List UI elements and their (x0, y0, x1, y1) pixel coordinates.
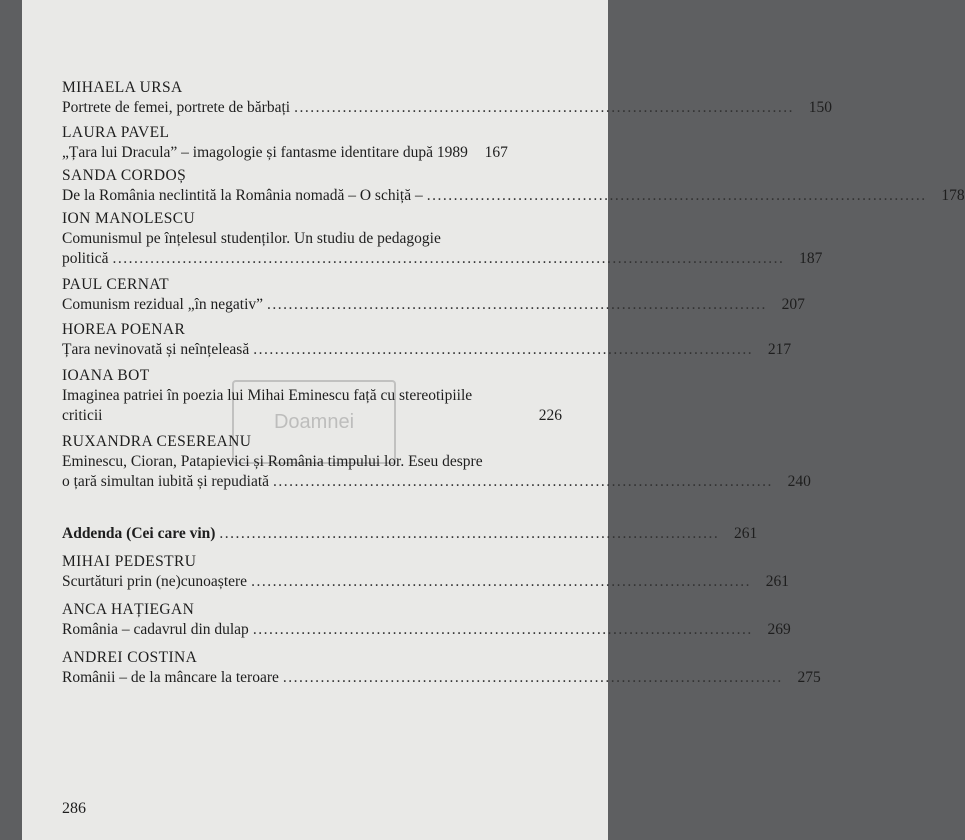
toc-title-cont: politică (62, 250, 109, 267)
toc-entry (62, 320, 792, 360)
toc-page: 275 (797, 669, 821, 686)
toc-line (62, 340, 792, 360)
toc-entry (62, 600, 791, 640)
toc-entry (62, 78, 832, 118)
toc-title: Portrete de femei, portrete de bărbați (62, 99, 291, 116)
toc-title: Scurtături prin (ne)cunoaștere (62, 573, 248, 590)
toc-line (62, 249, 823, 269)
toc-leader: ............................................................................................. (267, 296, 767, 313)
toc-page: 187 (799, 250, 823, 267)
toc-page: 167 (484, 144, 508, 161)
toc-line (62, 524, 758, 544)
toc-entry (62, 275, 805, 315)
toc-leader: ............................................................................................. (426, 187, 927, 204)
toc-title-cont: criticii (62, 407, 103, 424)
toc-leader: ............................................................................................. (253, 341, 754, 358)
toc-leader: ............................................................................................. (294, 99, 794, 116)
toc-entry (62, 552, 789, 592)
toc-author: IOANA BOT (62, 367, 150, 384)
toc-leader: ............................................................................................. (219, 525, 720, 542)
toc-page: 240 (787, 473, 811, 490)
toc-author: ION MANOLESCU (62, 210, 196, 227)
toc-author: MIHAI PEDESTRU (62, 553, 197, 570)
toc-title: Imaginea patriei în poezia lui Mihai Eminescu față cu stereotipiile (62, 387, 473, 404)
toc-entry (62, 209, 823, 269)
toc-author: SANDA CORDOȘ (62, 167, 187, 184)
toc-page: 261 (734, 525, 758, 542)
toc-entry (62, 648, 821, 688)
toc-line (62, 572, 789, 592)
toc-entry (62, 166, 965, 206)
book-page (22, 0, 965, 840)
toc-author: MIHAELA URSA (62, 79, 183, 96)
toc-line (62, 186, 965, 206)
toc-line (62, 472, 811, 492)
toc-title: De la România neclintită la România nomadă – O schiță – (62, 187, 423, 204)
toc-page: 217 (767, 341, 792, 358)
page-number: 286 (62, 800, 86, 817)
watermark-logo: Doamnei (232, 380, 396, 464)
toc-title: Comunismul pe înțelesul studenților. Un studiu de pedagogie (62, 230, 441, 247)
toc-line (62, 406, 562, 426)
toc-leader: ............................................................................................. (251, 573, 751, 590)
toc-leader: ............................................................................................................................. (112, 250, 785, 267)
toc-entry (62, 123, 562, 163)
toc-author: ANCA HAȚIEGAN (62, 601, 195, 618)
toc-leader: ............................................................................................. (282, 669, 783, 686)
toc-line (62, 98, 832, 118)
addenda-title: Addenda (Cei care vin) (62, 525, 216, 542)
toc-line (62, 143, 562, 163)
toc-title: Comunism rezidual „în negativ” (62, 296, 264, 313)
toc-page: 226 (538, 407, 562, 424)
toc-title: Țara nevinovată și neînțeleasă (62, 341, 250, 358)
addenda-section (62, 524, 758, 544)
toc-title: Românii – de la mâncare la teroare (62, 669, 279, 686)
toc-author: RUXANDRA CESEREANU (62, 433, 252, 450)
toc-line (62, 668, 821, 688)
toc-page: 207 (781, 296, 805, 313)
toc-author: HOREA POENAR (62, 321, 186, 338)
toc-author: LAURA PAVEL (62, 124, 170, 141)
toc-page: 150 (808, 99, 832, 116)
toc-author: ANDREI COSTINA (62, 649, 198, 666)
toc-page: 261 (765, 573, 789, 590)
toc-entry (62, 366, 562, 426)
toc-title: „Țara lui Dracula” – imagologie și fantasme identitare după 1989 (62, 144, 468, 161)
toc-line (62, 295, 805, 315)
toc-title: România – cadavrul din dulap (62, 621, 249, 638)
toc-entry (62, 432, 811, 492)
toc-page: 178 (941, 187, 965, 204)
toc-author: PAUL CERNAT (62, 276, 170, 293)
toc-title: Eminescu, Cioran, Patapievici și România timpului lor. Eseu despre (62, 453, 483, 470)
toc-page: 269 (767, 621, 791, 638)
toc-leader: ............................................................................................. (252, 621, 753, 638)
toc-line (62, 620, 791, 640)
toc-title-cont: o țară simultan iubită și repudiată (62, 473, 270, 490)
toc-leader: ............................................................................................. (273, 473, 773, 490)
